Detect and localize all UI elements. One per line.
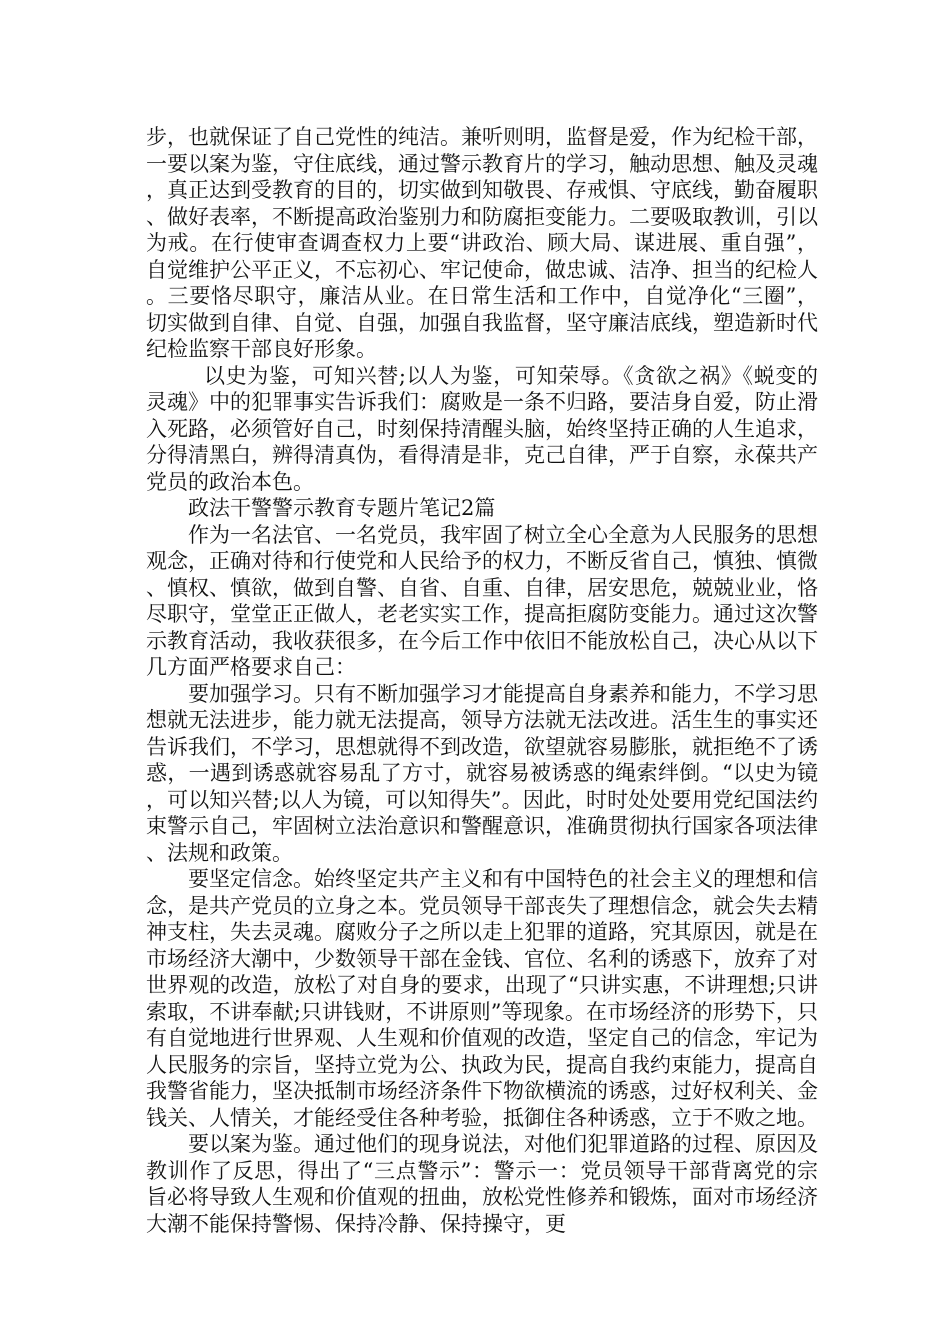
- paragraph-history-mirror: 以史为鉴，可知兴替;以人为鉴，可知荣辱。《贪欲之祸》《蜕变的灵魂》中的犯罪事实告诉我们：腐败是一条不归路，要洁身自爱，防止滑入死路，必须管好自己，时刻保持清醒头脑，始终坚持正确的人生追求，分得清黑白，辨得清真伪，看得清是非，克己自律，严于自察，永葆共产党员的政治本色。: [146, 363, 818, 494]
- section-title: 政法干警警示教育专题片笔记2篇: [188, 496, 496, 520]
- paragraph-firm-belief: 要坚定信念。始终坚定共产主义和有中国特色的社会主义的理想和信念，是共产党员的立身之本。党员领导干部丧失了理想信念，就会失去精神支柱，失去灵魂。腐败分子之所以走上犯罪的道路，究其原因，就是在市场经济大潮中，少数领导干部在金钱、官位、名利的诱惑下，放弃了对世界观的改造，放松了对自身的要求，出现了“只讲实惠，不讲理想;只讲索取，不讲奉献;只讲钱财，不讲原则”等现象。在市场经济的形势下，只有自觉地进行世界观、人生观和价值观的改造，坚定自己的信念，牢记为人民服务的宗旨，坚持立党为公、执政为民，提高自我约束能力，提高自我警省能力，坚决抵制市场经济条件下物欲横流的诱惑，过好权利关、金钱关、人情关，才能经受住各种考验，抵御住各种诱惑，立于不败之地。: [146, 867, 818, 1130]
- paragraph-continuation: 步，也就保证了自己党性的纯洁。兼听则明，监督是爱，作为纪检干部，一要以案为鉴，守住底线，通过警示教育片的学习，触动思想、触及灵魂，真正达到受教育的目的，切实做到知敬畏、存戒惧、守底线，勤奋履职、做好表率，不断提高政治鉴别力和防腐拒变能力。二要吸取教训，引以为戒。在行使审查调查权力上要“讲政治、顾大局、谋进展、重自强”，自觉维护公平正义，不忘初心、牢记使命，做忠诚、洁净、担当的纪检人。三要恪尽职守，廉洁从业。在日常生活和工作中，自觉净化“三圈”，切实做到自律、自觉、自强，加强自我监督，坚守廉洁底线，塑造新时代纪检监察干部良好形象。: [146, 125, 818, 361]
- paragraph-strengthen-study: 要加强学习。只有不断加强学习才能提高自身素养和能力，不学习思想就无法进步，能力就无法提高，领导方法就无法改进。活生生的事实还告诉我们，不学习，思想就得不到改造，欲望就容易膨胀，就拒绝不了诱惑，一遇到诱惑就容易乱了方寸，就容易被诱惑的绳索绊倒。“以史为镜，可以知兴替;以人为镜，可以知得失”。因此，时时处处要用党纪国法约束警示自己，牢固树立法治意识和警醒意识，准确贯彻执行国家各项法律、法规和政策。: [146, 681, 818, 865]
- document-body: [146, 124, 818, 1237]
- paragraph-case-lesson: 要以案为鉴。通过他们的现身说法，对他们犯罪道路的过程、原因及教训作了反思，得出了“三点警示”：警示一：党员领导干部背离党的宗旨必将导致人生观和价值观的扭曲，放松党性修养和锻炼，面对市场经济大潮不能保持警惕、保持冷静、保持操守，更: [146, 1132, 818, 1236]
- paragraph-judge-intro: 作为一名法官、一名党员，我牢固了树立全心全意为人民服务的思想观念，正确对待和行使党和人民给予的权力，不断反省自己，慎独、慎微、慎权、慎欲，做到自警、自省、自重、自律，居安思危，兢兢业业，恪尽职守，堂堂正正做人，老老实实工作，提高拒腐防变能力。通过这次警示教育活动，我收获很多，在今后工作中依旧不能放松自己，决心从以下几方面严格要求自己：: [146, 522, 818, 679]
